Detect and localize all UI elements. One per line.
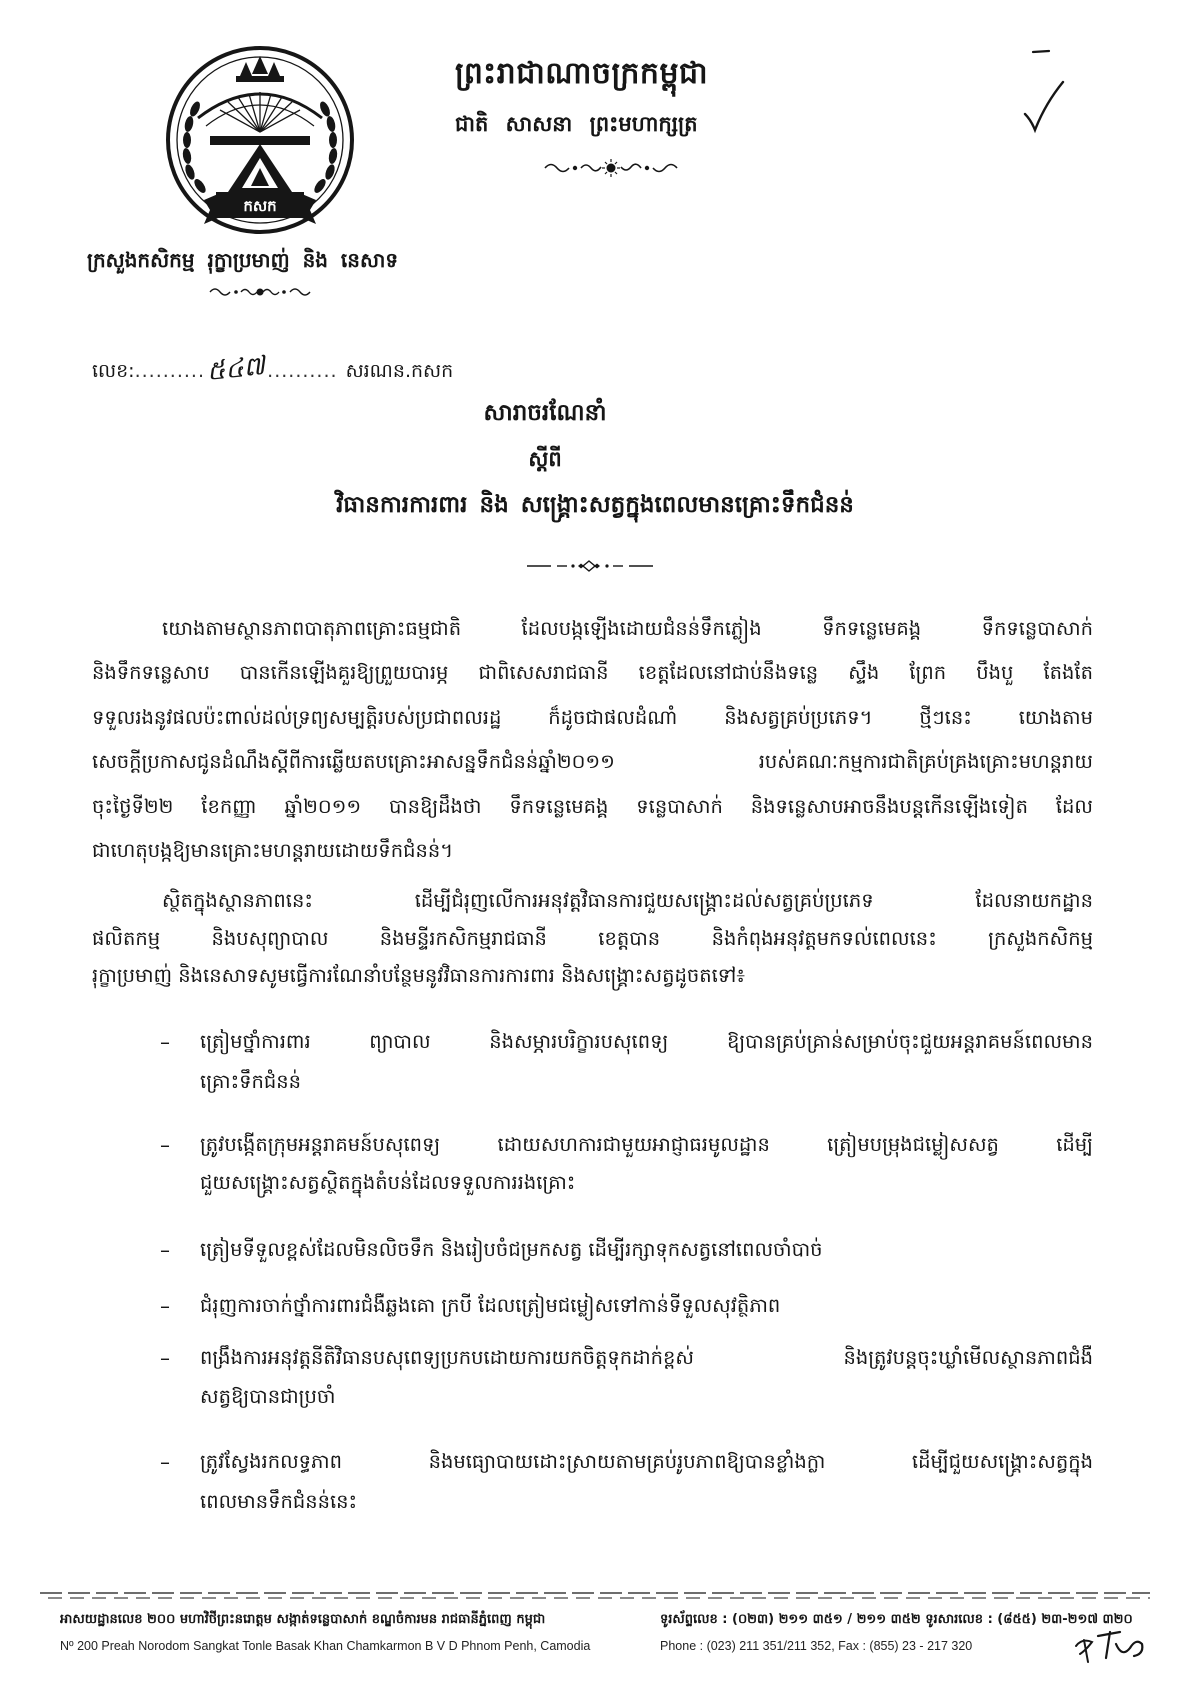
bullet-line: គ្រោះទឹកជំនន់ — [200, 1070, 302, 1093]
footer-contact-khmer: ទូរស័ព្ទលេខ : (០២៣) ២១១ ៣៥១ / ២១១ ៣៥២ ទូរសារលេខ : (៨៥៥) ២៣-២១៧ ៣២០ — [660, 1612, 1133, 1627]
bullet-line: ត្រូវបង្កើតក្រុមអន្តរាគមន៍បសុពេទ្យ ដោយសហការជាមួយអាជ្ញាធរមូលដ្ឋាន ត្រៀមបម្រុងជម្លៀសសត្វ ដើម្បី — [200, 1133, 1093, 1156]
paragraph-line: និងទឹកទន្លេសាប បានកើនឡើងគួរឱ្យព្រួយបារម្ភ ជាពិសេសរាជធានី ខេត្តដែលនៅជាប់នឹងទន្លេ ស្ទឹង ព្រែក បឹងបួ តែងតែ — [92, 661, 1093, 684]
document-type: សារាចរណែនាំ — [483, 400, 607, 426]
ministry-ornament — [208, 284, 312, 300]
national-motto: ជាតិ សាសនា ព្រះមហាក្សត្រ — [455, 112, 698, 136]
bullet-marker: – — [160, 1238, 170, 1262]
title-ornament — [525, 559, 655, 573]
bullet-line: ត្រៀមទីទួលខ្ពស់ដែលមិនលិចទឹក និងរៀបចំជម្រកសត្វ ដើម្បីរក្សាទុកសត្វនៅពេលចាំបាច់ — [200, 1238, 823, 1261]
reference-code: សរណន.កសក — [345, 360, 454, 382]
paragraph-line: ជាហេតុបង្កឱ្យមានគ្រោះមហន្តរាយដោយទឹកជំនន់។ — [92, 839, 454, 862]
bullet-marker: – — [160, 1294, 170, 1318]
emblem-seal-text: កសក — [243, 197, 277, 215]
paragraph-line: យោងតាមស្ថានភាពបាតុភាពគ្រោះធម្មជាតិ ដែលបង្កឡើងដោយជំនន់ទឹកភ្លៀង ទឹកទន្លេមេគង្គ ទឹកទន្លេបាសាក់ — [162, 617, 1093, 640]
document-subject: វិធានការការពារ និង សង្គ្រោះសត្វក្នុងពេលមានគ្រោះទឹកជំនន់ — [336, 492, 854, 518]
paragraph-line: ស្ថិតក្នុងស្ថានភាពនេះ ដើម្បីជំរុញលើការអនុវត្តវិធានការជួយសង្គ្រោះដល់សត្វគ្រប់ប្រភេទ ដែលនាយកដ្ឋាន — [162, 889, 1093, 912]
bullet-line: ពង្រឹងការអនុវត្តនីតិវិធានបសុពេទ្យប្រកបដោយការយកចិត្តទុកដាក់ខ្ពស់ និងត្រូវបន្តចុះឃ្លាំមើលស្ថានភាពជំងឺ — [200, 1346, 1093, 1369]
ministry-name: ក្រសួងកសិកម្ម រុក្ខាប្រមាញ់ និង នេសាទ — [87, 248, 399, 272]
reference-number — [92, 352, 453, 386]
ministry-emblem — [160, 40, 360, 240]
bullet-line: ជួយសង្គ្រោះសត្វស្ថិតក្នុងតំបន់ដែលទទួលការរងគ្រោះ — [200, 1171, 576, 1194]
kingdom-ornament — [541, 158, 681, 178]
reference-handwritten-number: ៥៤៧ — [205, 351, 267, 387]
footer-address-english: Nº 200 Preah Norodom Sangkat Tonle Basak Khan Chamkarmon B V D Phnom Penh, Camodia — [60, 1639, 591, 1653]
document-about: ស្តីពី — [528, 447, 562, 471]
handwritten-checkmark-icon — [1005, 44, 1075, 144]
paragraph-line: ទទួលរងនូវផលប៉ះពាល់ដល់ទ្រព្យសម្បត្តិរបស់ប្រជាពលរដ្ឋ ក៏ដូចជាផលដំណាំ និងសត្វគ្រប់ប្រភេទ។ ថ្មីៗនេះ យោងតាម — [92, 706, 1093, 729]
bullet-line: ជំរុញការចាក់ថ្នាំការពារជំងឺឆ្លងគោ ក្របី ដែលត្រៀមជម្លៀសទៅកាន់ទីទួលសុវត្ថិភាព — [200, 1294, 781, 1317]
bullet-marker: – — [160, 1030, 170, 1054]
footer-contact-english: Phone : (023) 211 351/211 352, Fax : (855) 23 - 217 320 — [660, 1639, 973, 1653]
bullet-marker: – — [160, 1133, 170, 1157]
kingdom-title: ព្រះរាជាណាចក្រកម្ពុជា — [455, 56, 709, 91]
bullet-marker: – — [160, 1346, 170, 1370]
paragraph-line: ចុះថ្ងៃទី២២ ខែកញ្ញា ឆ្នាំ២០១១ បានឱ្យដឹងថា ទឹកទន្លេមេគង្គ ទន្លេបាសាក់ និងទន្លេសាបអាចនឹងបន្តកើនឡើងទៀត ដែល — [92, 795, 1093, 818]
emblem-bridge — [210, 136, 310, 145]
paragraph-line: ផលិតកម្ម និងបសុព្យាបាល និងមន្ទីរកសិកម្មរាជធានី ខេត្តបាន និងកំពុងអនុវត្តមកទល់ពេលនេះ ក្រសួងកសិកម្ម — [92, 927, 1093, 950]
reference-label: លេខ: — [92, 360, 135, 382]
bullet-line: សត្វឱ្យបានជាប្រចាំ — [200, 1385, 336, 1408]
bullet-line: ត្រៀមថ្នាំការពារ ព្យាបាល និងសម្ភារបរិក្ខារបសុពេទ្យ ឱ្យបានគ្រប់គ្រាន់សម្រាប់ចុះជួយអន្តរាគមន៍ពេលមាន — [200, 1030, 1093, 1053]
bullet-marker: – — [160, 1450, 170, 1474]
bullet-line: ត្រូវស្វែងរកលទ្ធភាព និងមធ្យោបាយដោះស្រាយតាមគ្រប់រូបភាពឱ្យបានខ្លាំងក្លា ដើម្បីជួយសង្គ្រោះសត្វក្នុង — [200, 1450, 1093, 1473]
footer-address-khmer: អាសយដ្ឋានលេខ ២០០ មហាវិថីព្រះនរោត្តម សង្កាត់ទន្លេបាសាក់ ខណ្ឌចំការមន រាជធានីភ្នំពេញ កម្ពុជា — [60, 1612, 546, 1627]
paragraph-line: សេចក្តីប្រកាសជូនដំណឹងស្តីពីការឆ្លើយតបគ្រោះអាសន្នទឹកជំនន់ឆ្នាំ២០១១ របស់គណៈកម្មការជាតិគ្រប់គ្រងគ្រោះមហន្តរាយ — [92, 750, 1093, 773]
reference-dots-before: .......... — [134, 360, 205, 382]
bullet-line: ពេលមានទឹកជំនន់នេះ — [200, 1490, 358, 1513]
handwritten-initials-signature — [1072, 1618, 1152, 1668]
paragraph-line: រុក្ខាប្រមាញ់ និងនេសាទសូមធ្វើការណែនាំបន្ថែមនូវវិធានការការពារ និងសង្គ្រោះសត្វដូចតទៅ៖ — [92, 964, 745, 987]
reference-dots-after: .......... — [267, 360, 338, 382]
footer-divider — [40, 1590, 1150, 1602]
